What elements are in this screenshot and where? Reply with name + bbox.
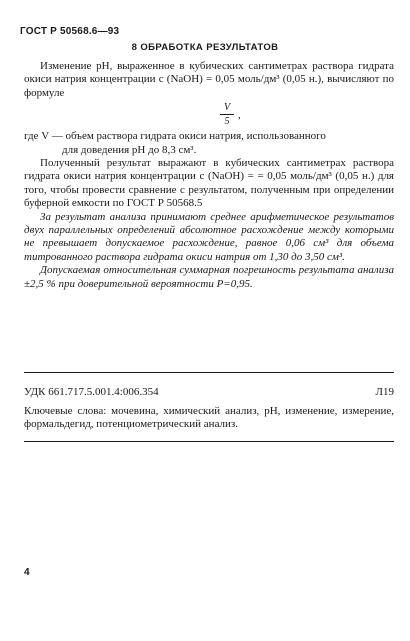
keywords-text: Ключевые слова: мочевина, химический анализ, рН, изменение, измерение, формальдегид, потенциометрический анализ. [24, 405, 394, 431]
formula-numerator: V [223, 102, 231, 114]
formula-denominator: 5 [224, 116, 230, 128]
section-body [24, 60, 394, 291]
divider-bottom [24, 441, 394, 442]
formula-tail: , [238, 109, 241, 122]
formula-fraction [220, 102, 234, 127]
classification-code: Л19 [375, 386, 394, 398]
paragraph-result-expression: Полученный результат выражают в кубических сантиметрах раствора гидрата окиси натрия концентрации с (NaOH) = = 0,05 моль/дм³ (0,05 н.) для того, чтобы провести сравнение с результатом, полученным при определении буферной емкости по ГОСТ Р 50568.5 [24, 157, 394, 210]
paragraph-formula-intro: Изменение рН, выраженное в кубических сантиметрах раствора гидрата окиси натрия концентрации с (NaOH) = 0,05 моль/дм³ (0,05 н.), вычисляют по формуле [24, 60, 394, 99]
paragraph-result-definition: За результат анализа принимают среднее арифметическое результатов двух параллельных определений абсолютное расхождение между которыми не превышает допускаемое расхождение, равное 0,06 см³ для объема титрованного раствора гидрата окиси натрия от 1,30 до 3,50 см³. [24, 210, 394, 263]
variable-definition: где V — объем раствора гидрата окиси натрия, использованного [24, 130, 326, 143]
udk-code: УДК 661.717.5.001.4:006.354 [24, 386, 159, 398]
paragraph-error-tolerance: Допускаемая относительная суммарная погрешность результата анализа ±2,5 % при доверительной вероятности Р=0,95. [24, 264, 394, 290]
formula-block [24, 102, 394, 130]
fraction-bar [220, 114, 234, 115]
divider-top [24, 372, 394, 373]
standard-header: ГОСТ Р 50568.6—93 [20, 26, 120, 37]
variable-definition-cont: для доведения рН до 8,3 см³. [62, 143, 197, 156]
page-number: 4 [24, 567, 30, 578]
section-title: 8 ОБРАБОТКА РЕЗУЛЬТАТОВ [131, 42, 279, 53]
